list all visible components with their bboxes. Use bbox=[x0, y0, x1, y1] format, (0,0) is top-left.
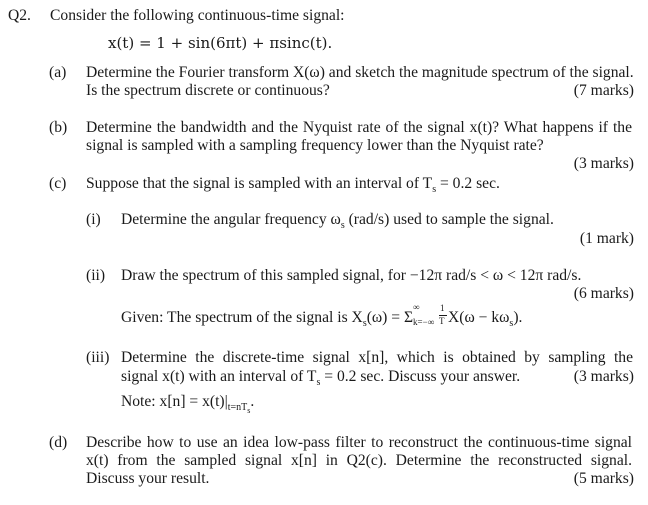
sum-upper-limit: ∞ bbox=[413, 302, 420, 313]
part-c-line1-text: Suppose that the signal is sampled with an interval of T bbox=[86, 175, 433, 192]
part-ciii-note bbox=[121, 392, 254, 416]
part-b-marks: (3 marks) bbox=[573, 155, 634, 172]
part-cii-text: Draw the spectrum of this sampled signal, for −12π rad/s < ω < 12π rad/s. bbox=[121, 267, 582, 284]
part-ciii-label: (iii) bbox=[86, 349, 110, 366]
part-a-line1: Determine the Fourier transform X(ω) and sketch the magnitude spectrum of the signal. bbox=[86, 64, 634, 81]
note-prefix: Note: x[n] = x(t)| bbox=[121, 393, 228, 410]
part-a-marks: (7 marks) bbox=[573, 82, 634, 99]
sum-limits bbox=[413, 302, 439, 328]
fraction-denominator: T bbox=[439, 316, 445, 327]
given-tail: X(ω − kω bbox=[448, 309, 510, 326]
part-cii-label: (ii) bbox=[86, 267, 106, 284]
part-ciii-line2-sub: s bbox=[316, 377, 321, 389]
part-ci-text-main: Determine the angular frequency ω bbox=[121, 211, 341, 228]
part-ciii-line2 bbox=[121, 367, 520, 390]
note-sub: t=nT bbox=[227, 402, 248, 414]
question-number: Q2. bbox=[8, 7, 31, 24]
signal-equation: x(t) = 1 + sin(6πt) + πsinc(t). bbox=[108, 34, 333, 52]
part-d-line3: Discuss your result. bbox=[86, 470, 210, 487]
part-cii-given bbox=[121, 302, 523, 331]
given-sum-symbol: (ω) = Σ bbox=[366, 309, 414, 326]
part-c-label: (c) bbox=[49, 175, 67, 192]
note-subsub: s bbox=[247, 406, 251, 416]
given-tail-sub: s bbox=[509, 318, 514, 330]
sum-lower-limit: k=−∞ bbox=[413, 317, 435, 328]
part-d-marks: (5 marks) bbox=[573, 470, 634, 487]
part-d-line1: Describe how to use an idea low-pass filter to reconstruct the continuous-time signal bbox=[86, 434, 632, 451]
note-end: . bbox=[250, 393, 255, 410]
given-end: ). bbox=[513, 309, 523, 326]
part-cii-marks: (6 marks) bbox=[573, 285, 634, 302]
part-ci-text bbox=[121, 210, 554, 233]
part-ci-text-end: (rad/s) used to sample the signal. bbox=[344, 211, 554, 228]
given-sub: s bbox=[362, 318, 367, 330]
part-b-line2: signal is sampled with a sampling frequency lower than the Nyquist rate? bbox=[86, 137, 544, 154]
part-c-sub: s bbox=[432, 184, 437, 196]
fraction bbox=[439, 303, 448, 327]
part-b-label: (b) bbox=[49, 119, 68, 136]
part-ci-marks: (1 mark) bbox=[579, 230, 634, 247]
part-d-line2: x(t) from the sampled signal x[n] in Q2(c). Determine the reconstructed signal. bbox=[86, 452, 632, 469]
part-ci-sub: s bbox=[340, 220, 345, 232]
question-intro: Consider the following continuous-time signal: bbox=[50, 7, 345, 24]
part-a-line2: Is the spectrum discrete or continuous? bbox=[86, 82, 330, 99]
part-d-label: (d) bbox=[49, 434, 68, 451]
given-prefix: Given: The spectrum of the signal is X bbox=[121, 309, 363, 326]
part-a-label: (a) bbox=[49, 64, 67, 81]
part-ciii-marks: (3 marks) bbox=[573, 368, 634, 385]
part-ci-label: (i) bbox=[86, 211, 101, 228]
part-c-line1-end: = 0.2 sec. bbox=[436, 175, 500, 192]
part-c-line1 bbox=[86, 174, 500, 197]
part-ciii-line2-end: = 0.2 sec. Discuss your answer. bbox=[320, 368, 521, 385]
fraction-numerator: 1 bbox=[440, 303, 445, 314]
part-ciii-line1: Determine the discrete-time signal x[n], which is obtained by sampling the bbox=[121, 349, 633, 366]
part-ciii-line2-pre: signal x(t) with an interval of T bbox=[121, 368, 317, 385]
part-b-line1: Determine the bandwidth and the Nyquist rate of the signal x(t)? What happens if the bbox=[86, 119, 632, 136]
